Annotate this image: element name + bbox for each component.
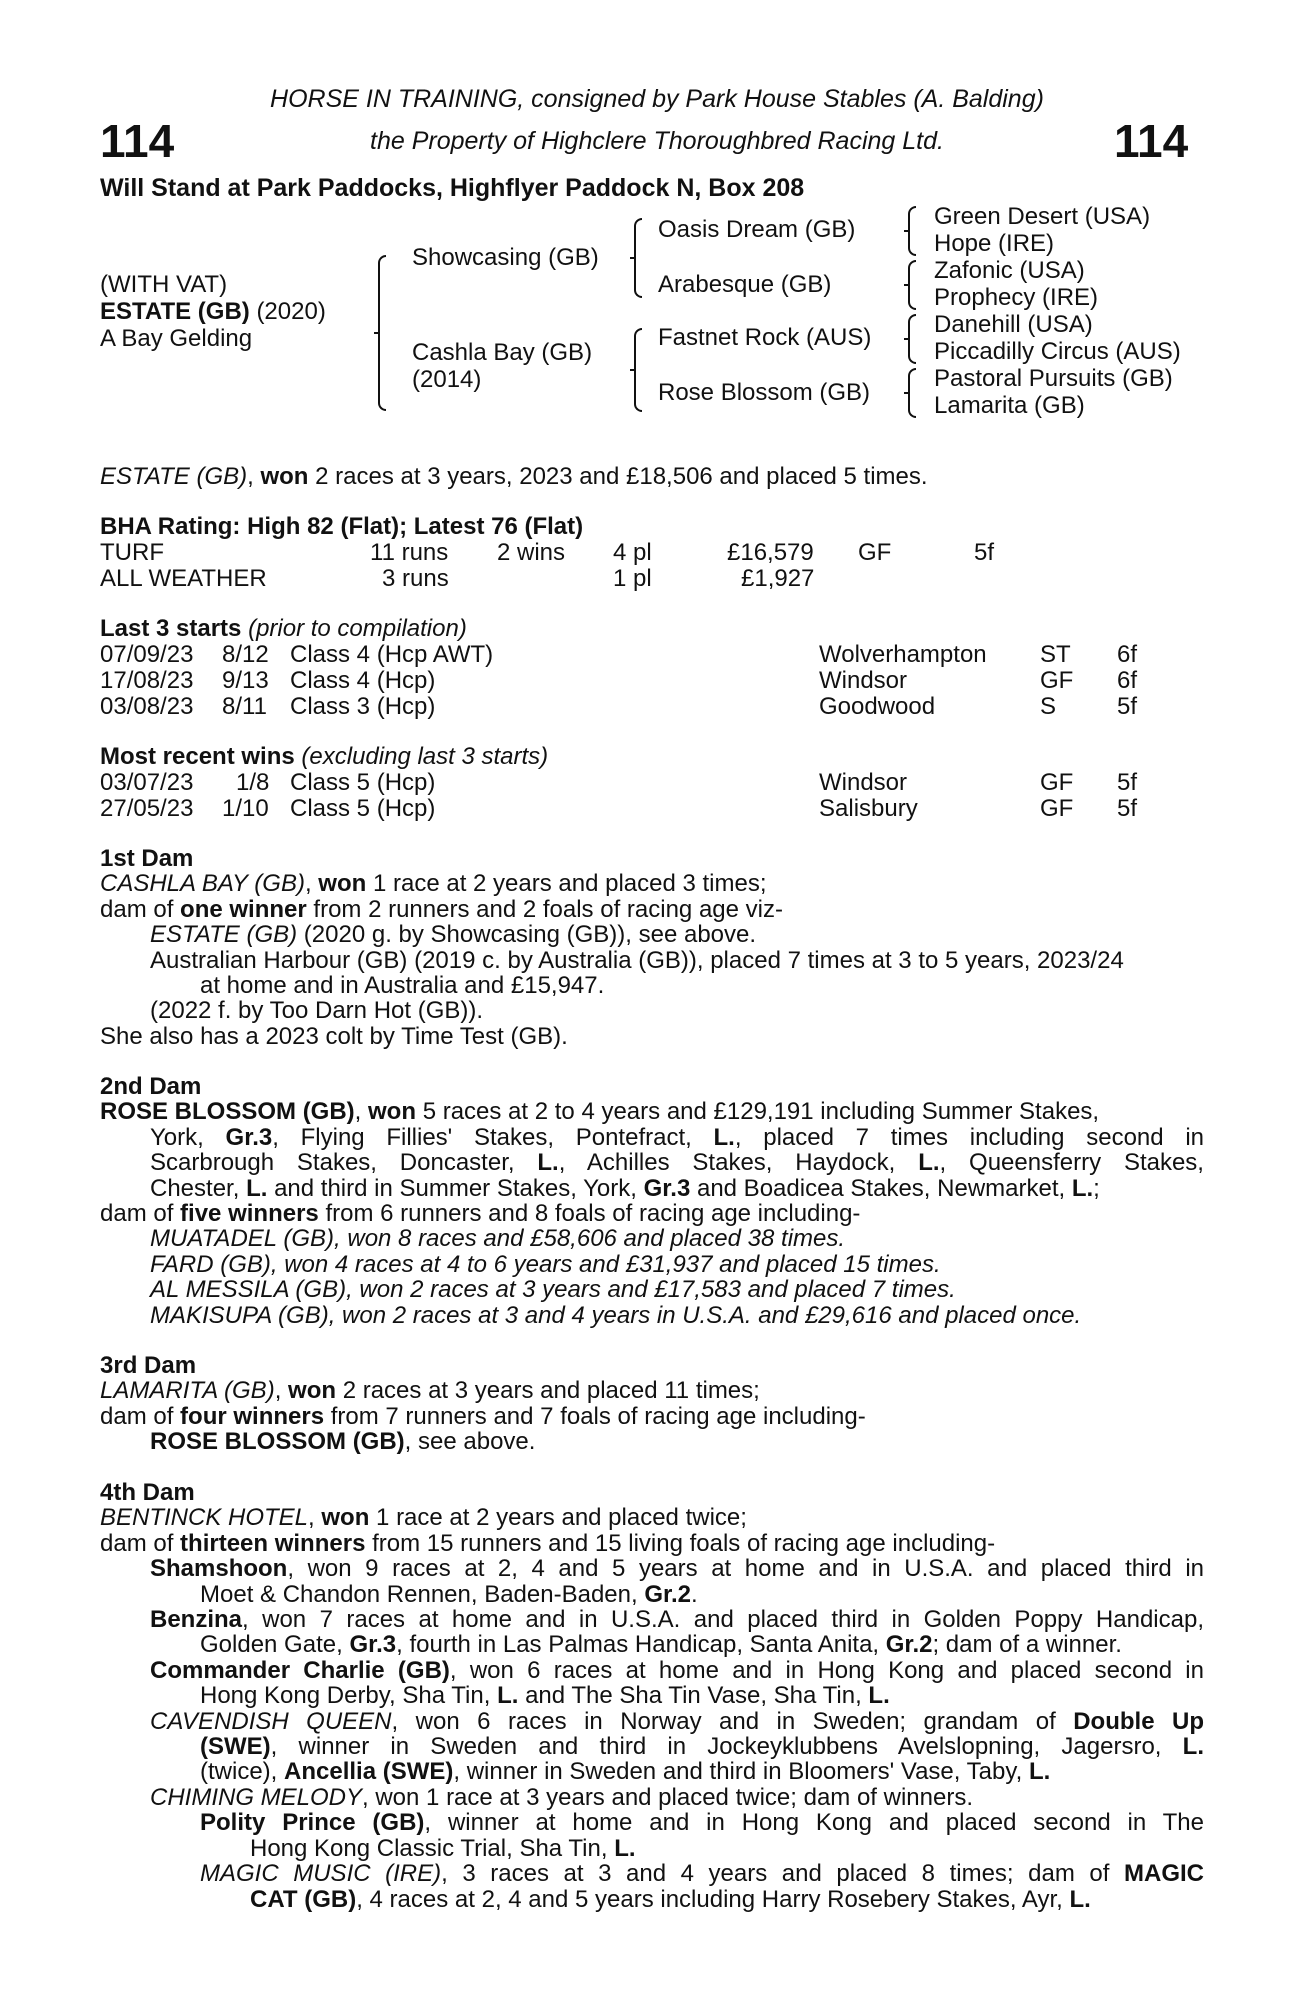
race-summary [100,464,928,489]
grade-label: L. [497,1682,519,1710]
text: and Boadicea Stakes, Newmarket, [696,1174,1066,1202]
second-dam-line-3 [100,1150,1204,1175]
produce-entry: (2022 f. by Too Darn Hot (GB)). [150,997,484,1025]
text: Scarbrough Stakes, Doncaster, [150,1149,515,1177]
produce-entry-cont [100,1683,1204,1708]
start-distance: 5f [1117,693,1138,720]
last-starts-heading: Last 3 starts [100,615,242,642]
fourth-dam-produce-line [100,1531,1204,1556]
rating-prize-money: £1,927 [741,565,815,592]
grade-label: Gr.3 [225,1123,273,1151]
win-distance: 5f [1117,769,1138,796]
record-text: 5 races at 2 to 4 years and £129,191 including Summer Stakes, [422,1098,1100,1126]
grade-label: Gr.3 [349,1631,397,1659]
grandproduce-entry [100,1810,1204,1835]
rating-placed: 4 pl [613,539,652,566]
produce-text: , won 9 races at 2, 4 and 5 years at home and in U.S.A. and placed third in [287,1555,1204,1583]
text: York, [150,1123,204,1151]
second-dam-produce-line [100,1201,1204,1226]
text: , 3 races at 3 and 4 years and placed 8 times; dam of [441,1860,1110,1888]
grandparent-6: Piccadilly Circus (AUS) [934,338,1181,365]
grandproduce-name: Polity Prince (GB) [200,1809,425,1837]
produce-entry-cont [100,1582,1204,1607]
winners-count: four winners [180,1402,325,1430]
grade-label: L. [1028,1758,1051,1786]
second-dam-title: 2nd Dam [100,1073,202,1100]
text: , 4 races at 2, 4 and 5 years including Harry Rosebery Stakes, Ayr, [356,1885,1063,1913]
win-date: 27/05/23 [100,795,194,822]
grade-label: Gr.2 [644,1580,692,1608]
summary-text: 2 races at 3 years, 2023 and £18,506 and placed 5 times. [315,463,928,490]
lot-number-left: 114 [100,115,175,167]
rating-placed: 1 pl [613,565,652,592]
text: from 7 runners and 7 foals of racing age including- [330,1402,866,1430]
rating-wins: 2 wins [497,539,566,566]
start-course: Windsor [819,667,908,694]
text: and The Sha Tin Vase, Sha Tin, [525,1682,862,1710]
produce-entry [100,1556,1204,1581]
first-dam-title: 1st Dam [100,845,194,872]
start-going: S [1040,693,1057,720]
grade-label: L. [713,1123,735,1151]
produce-entry [100,1785,1204,1810]
produce-entry-cont: at home and in Australia and £15,947. [200,972,605,1000]
win-date: 03/07/23 [100,769,194,796]
third-dam-line [100,1378,1204,1403]
dam-name: CASHLA BAY (GB) [100,870,305,898]
produce-entry [100,1429,1204,1454]
produce-name: Benzina [150,1606,243,1634]
first-dam-section [100,846,1204,1049]
win-position: 1/10 [222,795,269,822]
fourth-dam-title: 4th Dam [100,1479,195,1506]
summary-won: won [260,463,309,490]
text: Hong Kong Classic Trial, Sha Tin, [250,1834,608,1862]
text: and third in Summer Stakes, York, [274,1174,637,1202]
produce-entry-cont [100,1734,1204,1759]
rating-surface: TURF [100,539,164,566]
produce-entry: Australian Harbour (GB) (2019 c. by Australia (GB)), placed 7 times at 3 to 5 years, 2023/24 [150,946,1124,974]
win-class: Class 5 (Hcp) [290,769,436,796]
text: , winner in Sweden and third in Jockeyklubbens Avelslopning, Jagersro, [270,1733,1162,1761]
dam-name: ROSE BLOSSOM (GB) [100,1098,355,1126]
produce-entry: FARD (GB), won 4 races at 4 to 6 years and £31,937 and placed 15 times. [150,1250,941,1278]
last-starts-note: (prior to compilation) [248,615,467,642]
separator: , [274,1377,282,1405]
sire-dam: Arabesque (GB) [658,271,832,298]
dam-dam: Rose Blossom (GB) [658,379,871,406]
produce-entry [100,922,1204,947]
stand-location: Will Stand at Park Paddocks, Highflyer Paddock N, Box 208 [100,174,805,202]
recent-wins-heading: Most recent wins [100,743,295,770]
text: from 2 runners and 2 foals of racing age viz- [313,895,783,923]
horse-description: A Bay Gelding [100,325,253,352]
pedigree-brace-dam [630,328,640,412]
win-course: Windsor [819,769,908,796]
text: from 15 runners and 15 living foals of racing age including- [372,1529,996,1557]
grandproduce-entry-cont [100,1887,1204,1912]
grade-label: L. [1182,1733,1204,1761]
first-dam-note: She also has a 2023 colt by Time Test (GB). [100,1022,568,1050]
start-class: Class 4 (Hcp) [290,667,436,694]
grandprogeny-name: (SWE) [200,1733,271,1761]
grade-label: Gr.2 [885,1631,933,1659]
separator: , [304,870,312,898]
grandparent-4: Prophecy (IRE) [934,284,1099,311]
start-distance: 6f [1117,667,1138,694]
lot-number-right: 114 [1114,115,1189,167]
owner-line: the Property of Highclere Thoroughbred Racing Ltd. [370,127,944,155]
win-going: GF [1040,769,1074,796]
horse-name: ESTATE (GB) [100,298,250,325]
dam-sire: Fastnet Rock (AUS) [658,324,872,351]
dam-name: LAMARITA (GB) [100,1377,275,1405]
rating-going: GF [858,539,892,566]
produce-text: , see above. [404,1428,536,1456]
second-dam-line-2 [100,1125,1204,1150]
recent-wins-note: (excluding last 3 starts) [301,743,549,770]
text: Golden Gate, [200,1631,343,1659]
grandparent-8: Lamarita (GB) [934,392,1085,419]
bha-rating-title: BHA Rating: High 82 (Flat); Latest 76 (Flat) [100,513,584,540]
produce-name: CAVENDISH QUEEN [150,1707,392,1735]
third-dam-produce-line [100,1404,1204,1429]
produce-entry [100,1658,1204,1683]
record-text: 2 races at 3 years and placed 11 times; [342,1377,760,1405]
produce-name: CHIMING MELODY [150,1783,363,1811]
grandproduce-entry-cont [100,1836,1204,1861]
start-going: GF [1040,667,1074,694]
consignor-line: HORSE IN TRAINING, consigned by Park House Stables (A. Balding) [270,85,1044,113]
win-going: GF [1040,795,1074,822]
second-dam-line-4 [100,1176,1204,1201]
greatgrandproduce-name: MAGIC [1124,1860,1205,1888]
won-label: won [288,1377,337,1405]
grade-label: L. [246,1174,268,1202]
won-label: won [368,1098,417,1126]
third-dam-section [100,1353,1204,1455]
grandprogeny-name: Double Up [1073,1707,1204,1735]
rating-prize-money: £16,579 [727,539,814,566]
first-dam-produce-line [100,897,1204,922]
win-course: Salisbury [819,795,918,822]
start-date: 07/09/23 [100,641,194,668]
rating-runs: 3 runs [382,565,449,592]
pedigree-brace-g3 [904,314,914,364]
rating-runs: 11 runs [370,539,449,566]
start-position: 9/13 [222,667,269,694]
produce-entry [100,1709,1204,1734]
winners-count: five winners [180,1200,319,1228]
greatgrandproduce-name: CAT (GB) [250,1885,357,1913]
text: , fourth in Las Palmas Handicap, Santa Anita, [396,1631,880,1659]
grade-label: L. [614,1834,636,1862]
produce-text: , won 6 races at home and in Hong Kong and placed second in [449,1656,1204,1684]
grandparent-5: Danehill (USA) [934,311,1093,338]
text: from 6 runners and 8 foals of racing age including- [325,1200,861,1228]
first-dam-line [100,871,1204,896]
grade-label: L. [1069,1885,1091,1913]
produce-name: ESTATE (GB) [150,921,298,949]
dam-year: (2014) [412,366,482,393]
dam: Cashla Bay (GB) [412,339,593,366]
start-position: 8/12 [222,641,269,668]
second-dam-line [100,1099,1204,1124]
produce-entry: MUATADEL (GB), won 8 races and £58,606 and placed 38 times. [150,1225,846,1253]
grade-label: L. [537,1149,559,1177]
produce-text: , won 1 race at 3 years and placed twice; dam of winners. [362,1783,973,1811]
text: ; dam of a winner. [932,1631,1122,1659]
start-course: Wolverhampton [819,641,987,668]
recent-wins-title [100,744,548,769]
start-class: Class 3 (Hcp) [290,693,436,720]
horse-year: (2020) [256,298,326,325]
produce-name: Commander Charlie (GB) [150,1656,450,1684]
produce-entry-cont [100,1759,1204,1784]
produce-entry: AL MESSILA (GB), won 2 races at 3 years and £17,583 and placed 7 times. [150,1276,956,1304]
won-label: won [321,1504,370,1532]
grandparent-3: Zafonic (USA) [934,257,1085,284]
start-distance: 6f [1117,641,1138,668]
produce-name: Shamshoon [150,1555,288,1583]
win-class: Class 5 (Hcp) [290,795,436,822]
text: dam of [100,1529,174,1557]
text: , placed 7 times including second in [734,1123,1205,1151]
win-distance: 5f [1117,795,1138,822]
produce-text: (2020 g. by Showcasing (GB)), see above. [303,921,757,949]
pedigree-brace-sire [630,218,640,298]
sire: Showcasing (GB) [412,244,599,271]
second-dam-section [100,1074,1204,1328]
grandparent-7: Pastoral Pursuits (GB) [934,365,1173,392]
text: ; [1093,1174,1100,1202]
rating-distance: 5f [974,539,995,566]
fourth-dam-line [100,1505,1204,1530]
text: . [691,1580,698,1608]
last-starts-title [100,616,467,641]
grandproduce-name: MAGIC MUSIC (IRE) [200,1860,442,1888]
text: dam of [100,1402,174,1430]
start-going: ST [1040,641,1071,668]
start-position: 8/11 [222,693,267,720]
produce-entry: MAKISUPA (GB), won 2 races at 3 and 4 years in U.S.A. and £29,616 and placed once. [150,1301,1082,1329]
produce-text: , won 6 races in Norway and in Sweden; grandam of [391,1707,1056,1735]
produce-name: ROSE BLOSSOM (GB) [150,1428,405,1456]
produce-text: , won 7 races at home and in U.S.A. and placed third in Golden Poppy Handicap, [242,1606,1204,1634]
pedigree-brace-main [374,255,384,411]
winners-count: thirteen winners [180,1529,366,1557]
text: , winner at home and in Hong Kong and placed second in The [424,1809,1204,1837]
produce-entry-cont [100,1632,1204,1657]
summary-separator: , [247,463,254,490]
text: dam of [100,895,174,923]
grade-label: L. [918,1149,940,1177]
record-text: 1 race at 2 years and placed 3 times; [372,870,767,898]
start-date: 17/08/23 [100,667,194,694]
pedigree-brace-g4 [904,368,914,418]
start-class: Class 4 (Hcp AWT) [290,641,494,668]
dam-name: BENTINCK HOTEL [100,1504,309,1532]
pedigree-brace-g1 [904,206,914,256]
won-label: won [318,870,367,898]
separator: , [308,1504,315,1532]
sire-sire: Oasis Dream (GB) [658,216,856,243]
text: , winner in Sweden and third in Bloomers' Vase, Taby, [453,1758,1023,1786]
pedigree-brace-g2 [904,260,914,310]
record-text: 1 race at 2 years and placed twice; [376,1504,747,1532]
vat-note: (WITH VAT) [100,271,228,298]
produce-entry [100,1607,1204,1632]
grandparent-2: Hope (IRE) [934,230,1055,257]
text: , Queensferry Stakes, [939,1149,1204,1177]
start-date: 03/08/23 [100,693,194,720]
grade-label: L. [1071,1174,1094,1202]
text: , Flying Fillies' Stakes, Pontefract, [272,1123,692,1151]
grandparent-1: Green Desert (USA) [934,203,1151,230]
start-course: Goodwood [819,693,936,720]
grandprogeny-name: Ancellia (SWE) [284,1758,454,1786]
grade-label: Gr.3 [643,1174,691,1202]
rating-surface: ALL WEATHER [100,565,267,592]
separator: , [354,1098,362,1126]
text: Hong Kong Derby, Sha Tin, [200,1682,491,1710]
summary-horse-name: ESTATE (GB) [100,463,248,490]
text: , Achilles Stakes, Haydock, [558,1149,896,1177]
winners-count: one winner [180,895,307,923]
text: (twice), [200,1758,278,1786]
grade-label: L. [868,1682,890,1710]
win-position: 1/8 [236,769,270,796]
fourth-dam-section [100,1480,1204,1912]
horse-name-line [100,299,326,325]
text: Moet & Chandon Rennen, Baden-Baden, [200,1580,638,1608]
text: dam of [100,1200,174,1228]
text: Chester, [150,1174,240,1202]
third-dam-title: 3rd Dam [100,1352,197,1379]
grandproduce-entry [100,1861,1204,1886]
